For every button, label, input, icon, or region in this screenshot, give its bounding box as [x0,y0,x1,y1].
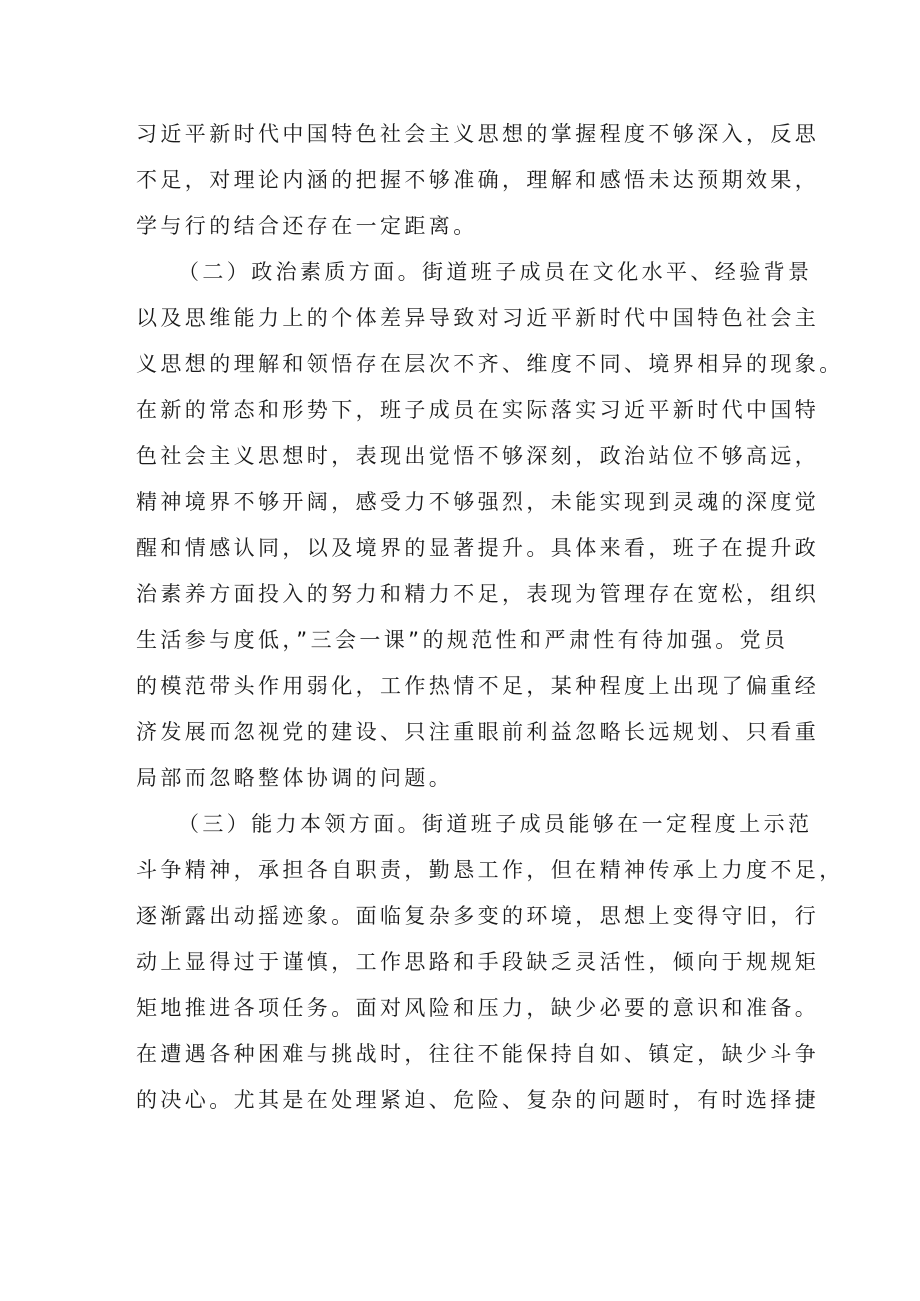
text-line: 学与行的结合还存在一定距离。 [136,214,478,238]
text-line: 色社会主义思想时，表现出觉悟不够深刻，政治站位不够高远， [136,444,820,468]
text-line: 的模范带头作用弱化，工作热情不足，某种程度上出现了偏重经 [136,674,820,698]
text-line: 不足，对理论内涵的把握不够准确，理解和感悟未达预期效果， [136,168,820,192]
text-line: 醒和情感认同，以及境界的显著提升。具体来看，班子在提升政 [136,536,820,560]
text-line: 义思想的理解和领悟存在层次不齐、维度不同、境界相异的现象。 [136,352,844,376]
text-line: 以及思维能力上的个体差异导致对习近平新时代中国特色社会主 [136,306,820,330]
section-heading-line: （三）能力本领方面。街道班子成员能够在一定程度上示范 [178,812,813,836]
text-line: 逐渐露出动摇迹象。面临复杂多变的环境，思想上变得守旧，行 [136,904,820,928]
text-line: 治素养方面投入的努力和精力不足，表现为管理存在宽松，组织 [136,582,820,606]
text-line: 局部而忽略整体协调的问题。 [136,766,454,790]
text-line: 生活参与度低，”三会一课”的规范性和严肃性有待加强。党员 [136,628,789,652]
text-line: 济发展而忽视党的建设、只注重眼前利益忽略长远规划、只看重 [136,720,820,744]
text-line: 动上显得过于谨慎，工作思路和手段缺乏灵活性，倾向于规规矩 [136,950,820,974]
section-heading-line: （二）政治素质方面。街道班子成员在文化水平、经验背景 [178,260,813,284]
text-line: 习近平新时代中国特色社会主义思想的掌握程度不够深入，反思 [136,122,820,146]
text-line: 在新的常态和形势下，班子成员在实际落实习近平新时代中国特 [136,398,820,422]
text-line: 矩地推进各项任务。面对风险和压力，缺少必要的意识和准备。 [136,996,820,1020]
text-line: 斗争精神，承担各自职责，勤恳工作，但在精神传承上力度不足， [136,858,844,882]
text-line: 的决心。尤其是在处理紧迫、危险、复杂的问题时，有时选择捷 [136,1088,820,1112]
text-line: 精神境界不够开阔，感受力不够强烈，未能实现到灵魂的深度觉 [136,490,820,514]
text-line: 在遭遇各种困难与挑战时，往往不能保持自如、镇定，缺少斗争 [136,1042,820,1066]
